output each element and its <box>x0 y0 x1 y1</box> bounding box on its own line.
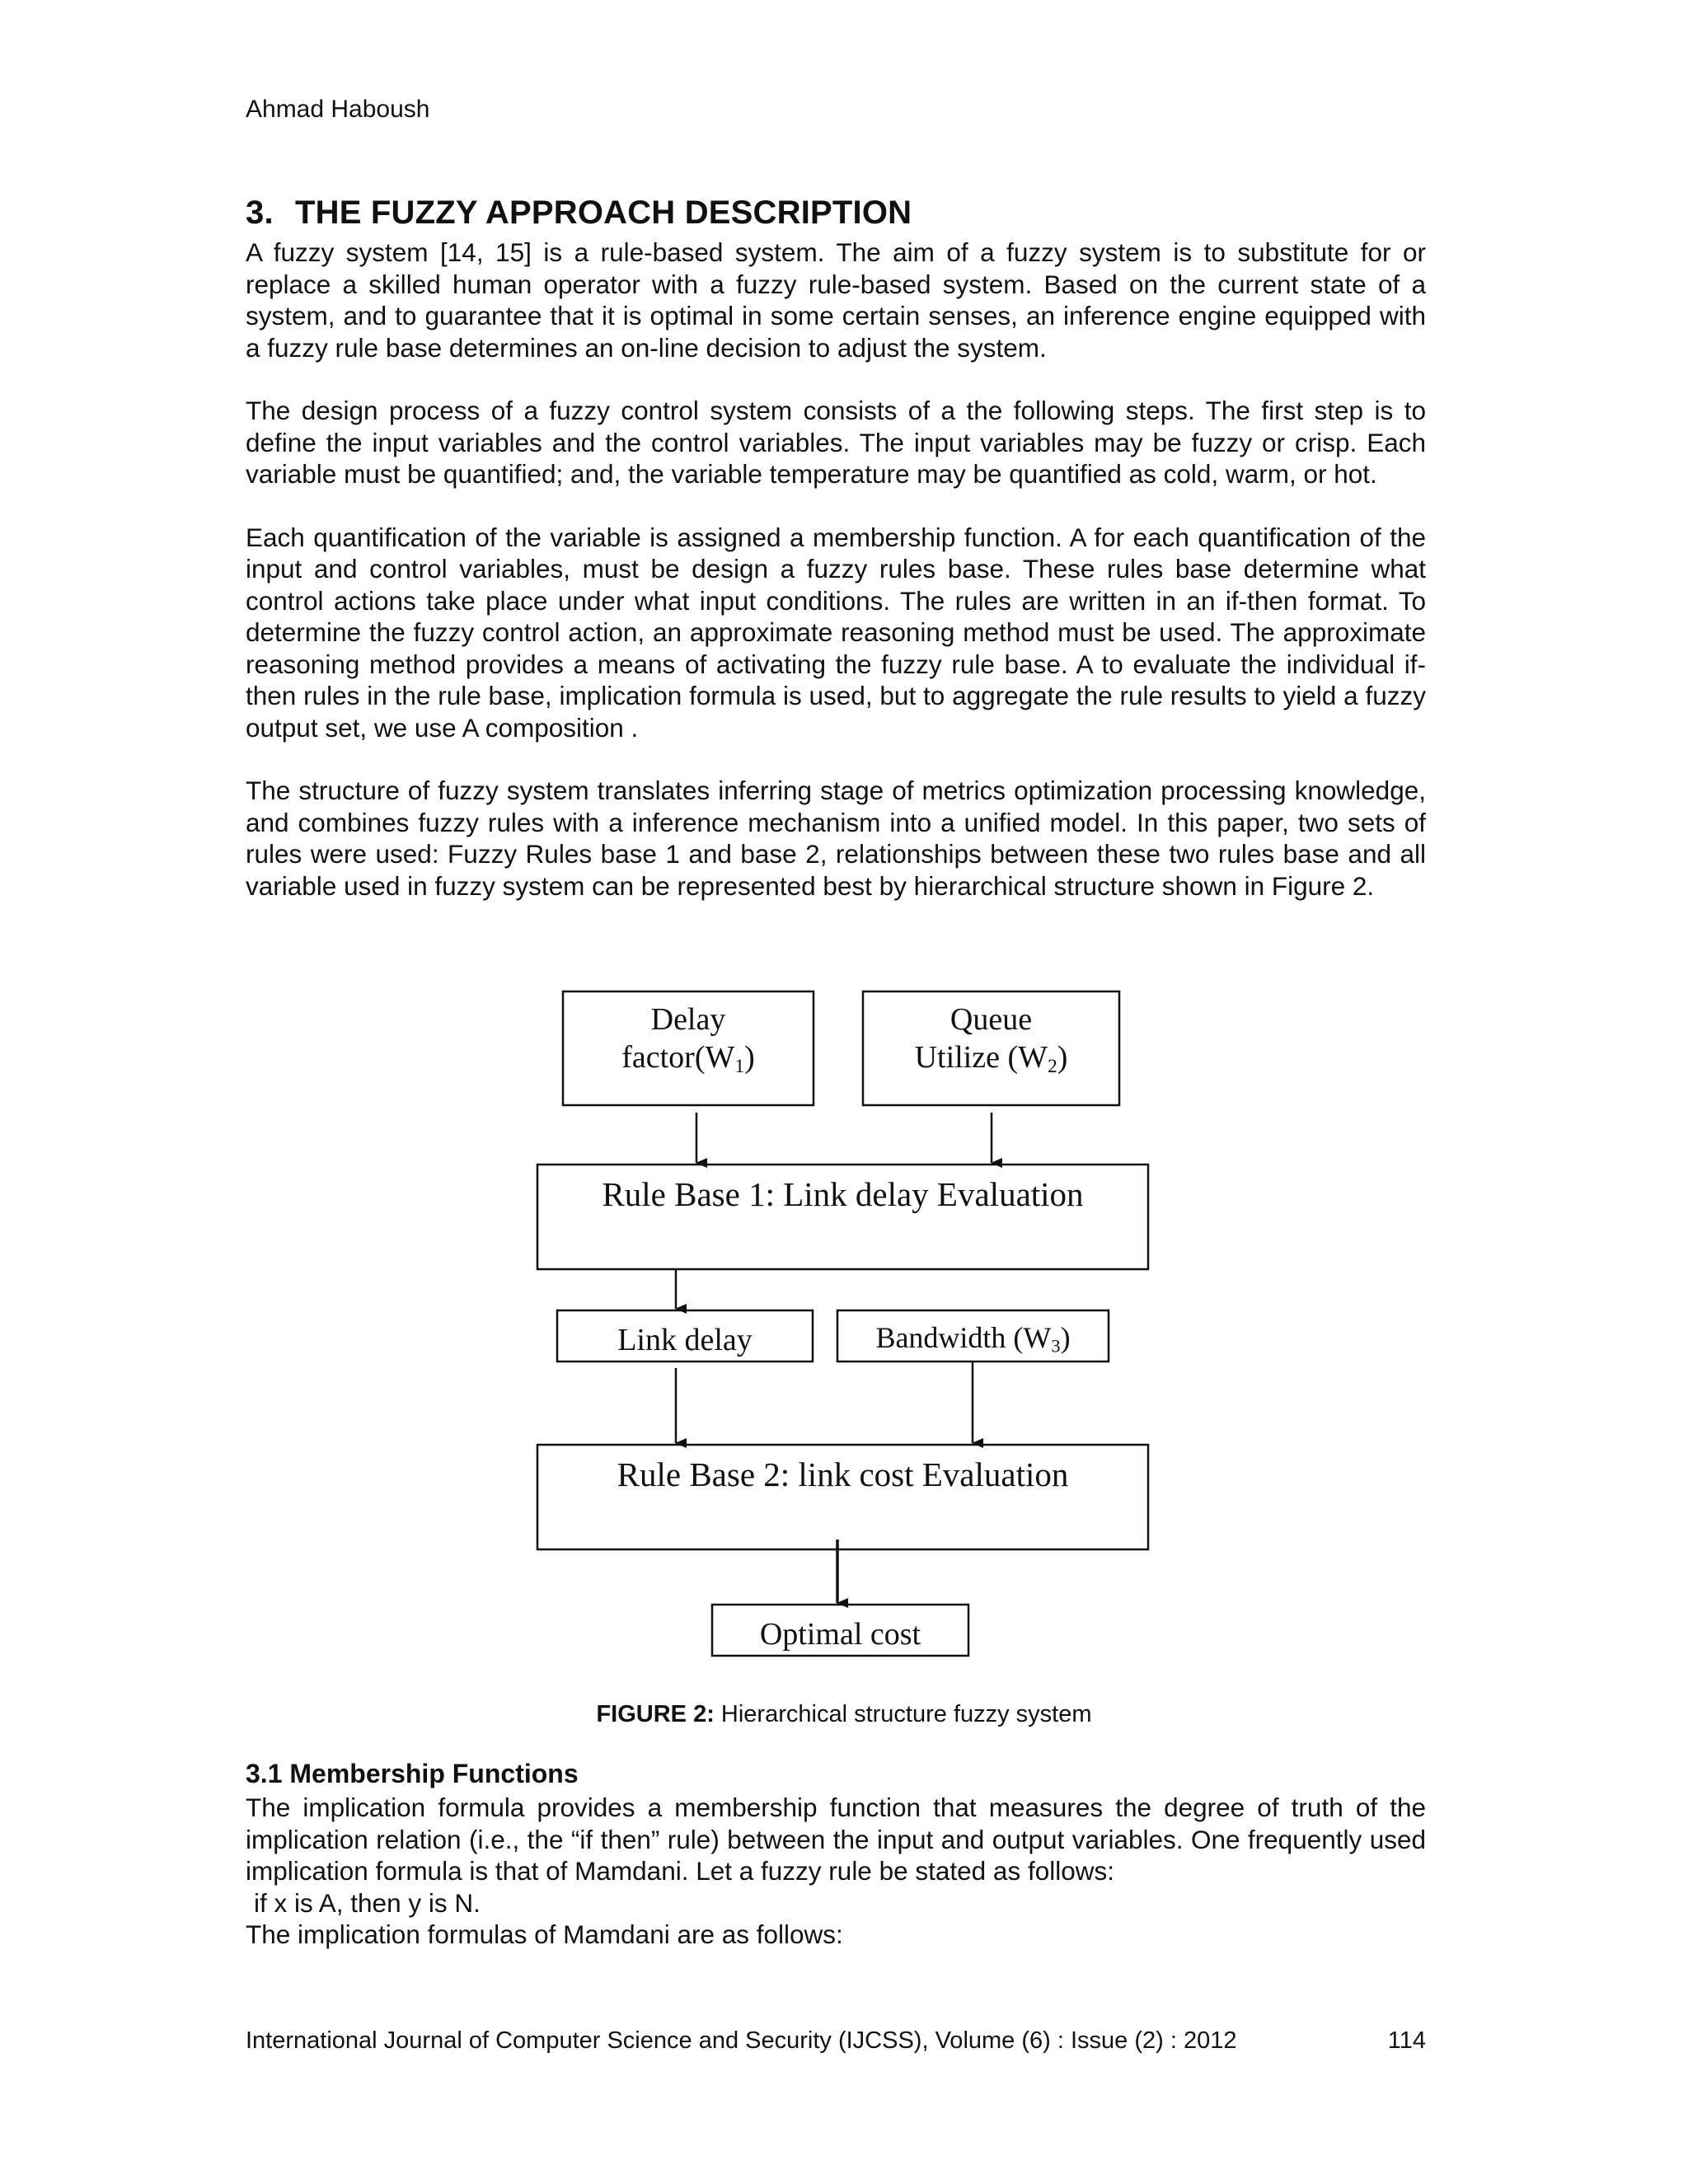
subsection-3-1-body <box>246 1792 1426 1951</box>
bandwidth-text: Bandwidth (W <box>875 1321 1052 1354</box>
delay-line2-text: factor(W <box>621 1040 735 1075</box>
bandwidth-label <box>839 1319 1107 1359</box>
bandwidth-subscript: 3 <box>1051 1335 1061 1357</box>
queue-line2-text: Utilize (W <box>914 1040 1048 1075</box>
section-title-text: THE FUZZY APPROACH DESCRIPTION <box>295 194 912 231</box>
optimal-cost-label: Optimal cost <box>759 1617 921 1652</box>
delay-line1: Delay <box>650 1002 726 1037</box>
queue-line2 <box>863 1038 1119 1085</box>
queue-line1: Queue <box>950 1002 1033 1037</box>
subsection-title: 3.1 Membership Functions <box>246 1759 579 1788</box>
figure-caption <box>0 1701 1688 1728</box>
closing-line: The implication formulas of Mamdani are as follows: <box>246 1919 843 1949</box>
delay-close-paren: ) <box>744 1040 755 1075</box>
subsection-paragraph: The implication formula provides a membership function that measures the degree of truth of the implication relation (i.e., the “if then” rule) between the input and output variables. One frequently used implication formula is that of Mamdani. Let a fuzzy rule be stated as follows: <box>246 1793 1426 1886</box>
delay-line2 <box>563 1038 814 1085</box>
figure-caption-text: Hierarchical structure fuzzy system <box>714 1701 1092 1727</box>
fuzzy-rule-statement: if x is A, then y is N. <box>254 1887 481 1918</box>
section-number: 3. <box>246 194 274 231</box>
queue-subscript: 2 <box>1048 1055 1057 1077</box>
bandwidth-close-paren: ) <box>1060 1321 1071 1354</box>
footer-journal: International Journal of Computer Science and Security (IJCSS), Volume (6) : Issue (2) : 2012 <box>246 2027 1237 2054</box>
rule-base-2-label: Rule Base 2: link cost Evaluation <box>617 1455 1069 1493</box>
paragraph-1: A fuzzy system [14, 15] is a rule-based system. The aim of a fuzzy system is to substitute for or replace a skilled human operator with a fuzzy rule-based system. Based on the current state of a system, and to guarantee that it is optimal in some certain senses, an inference engine equipped with a fuzzy rule base determines an on-line decision to adjust the system. <box>246 237 1426 363</box>
rule-base-1-label: Rule Base 1: Link delay Evaluation <box>602 1175 1084 1213</box>
paragraph-3: Each quantification of the variable is assigned a membership function. A for each quantification of the input and control variables, must be design a fuzzy rules base. These rules base determine what control actions take place under what input conditions. The rules are written in an if-then format. To determine the fuzzy control action, an approximate reasoning method must be used. The approximate reasoning method provides a means of activating the fuzzy rule base. A to evaluate the individual if-then rules in the rule base, implication formula is used, but to aggregate the rule results to yield a fuzzy output set, we use A composition . <box>246 522 1426 743</box>
page-number: 114 <box>1387 2027 1426 2054</box>
delay-subscript: 1 <box>734 1055 745 1077</box>
link-delay-label: Link delay <box>617 1323 753 1357</box>
queue-utilize-label <box>863 1001 1119 1085</box>
running-header-author: Ahmad Haboush <box>246 96 430 123</box>
paragraph-4: The structure of fuzzy system translates inferring stage of metrics optimization processing knowledge, and combines fuzzy rules with a inference mechanism into a unified model. In this paper, two sets of rules were used: Fuzzy Rules base 1 and base 2, relationships between these two rules base and all variable used in fuzzy system can be represented best by hierarchical structure shown in Figure 2. <box>246 776 1426 901</box>
queue-close-paren: ) <box>1057 1040 1068 1075</box>
figure-caption-label: FIGURE 2: <box>596 1701 715 1727</box>
delay-factor-label <box>563 1001 814 1085</box>
paragraph-2: The design process of a fuzzy control system consists of a the following steps. The first step is to define the input variables and the control variables. The input variables may be fuzzy or crisp. Each variable must be quantified; and, the variable temperature may be quantified as cold, warm, or hot. <box>246 396 1426 489</box>
